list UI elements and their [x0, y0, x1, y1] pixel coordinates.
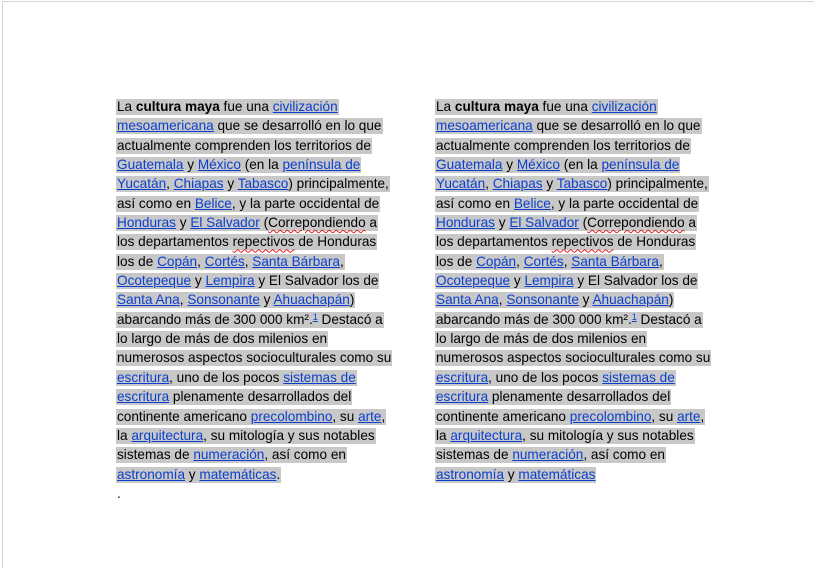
link-mesoamericana[interactable]: mesoamericana	[436, 118, 533, 134]
text-run: y	[259, 292, 274, 308]
text-run: , su	[651, 408, 678, 424]
text-run: y	[510, 273, 525, 289]
link-civilizacion[interactable]: civilización	[272, 99, 338, 114]
text-run: y	[223, 176, 238, 192]
link-el-salvador[interactable]: El Salvador	[509, 215, 579, 231]
link-numeracion[interactable]: numeración	[512, 447, 584, 463]
text-run: sistemas de	[117, 447, 194, 463]
text-run: así como en	[117, 195, 195, 211]
text-run: y	[185, 466, 200, 482]
text-run: )	[668, 292, 674, 308]
text-run: actualmente comprenden los territorios de	[436, 137, 690, 153]
link-sistemas-de-escritura[interactable]: escritura	[117, 389, 170, 405]
bold-term: cultura maya	[135, 99, 220, 114]
text-run: La	[436, 99, 455, 114]
link-guatemala[interactable]: Guatemala	[436, 157, 503, 173]
link-cortes[interactable]: Cortés	[204, 253, 245, 269]
text-run: ,	[563, 253, 572, 269]
text-run: plenamente desarrollados del	[488, 389, 671, 405]
text-run: los departamentos	[117, 234, 233, 250]
link-astronomia[interactable]: astronomía	[117, 466, 186, 482]
link-ocotepeque[interactable]: Ocotepeque	[436, 273, 511, 289]
text-run: fue una	[219, 99, 273, 114]
link-arte[interactable]: arte	[677, 408, 701, 424]
text-column-right[interactable]	[435, 97, 711, 484]
text-run: ,	[339, 253, 344, 269]
text-run: y	[494, 215, 510, 231]
link-ocotepeque[interactable]: Ocotepeque	[117, 273, 192, 289]
link-sonsonante[interactable]: Sonsonante	[506, 292, 579, 308]
text-run: así como en	[436, 195, 514, 211]
text-run: y	[504, 466, 519, 482]
link-copan[interactable]: Copán	[157, 253, 198, 269]
link-precolombino[interactable]: precolombino	[250, 408, 333, 424]
text-run: ,	[516, 253, 524, 269]
footnote-link[interactable]: 1	[631, 311, 637, 322]
text-run: , uno de los pocos	[488, 369, 603, 385]
text-run: a	[365, 215, 377, 231]
text-run: y	[542, 176, 557, 192]
text-run: (	[259, 215, 269, 231]
text-column-left[interactable]	[116, 97, 392, 503]
link-lempira[interactable]: Lempira	[205, 273, 255, 289]
link-santa-barbara[interactable]: Santa Bárbara	[252, 253, 340, 269]
link-ahuachapan[interactable]: Ahuachapán	[273, 292, 350, 308]
text-run: Destacó a	[636, 311, 702, 327]
text-run: , su mitología y sus notables	[522, 427, 694, 443]
text-run: fue una	[538, 99, 592, 114]
link-matematicas[interactable]: matemáticas	[518, 466, 596, 482]
link-mesoamericana[interactable]: mesoamericana	[117, 118, 214, 134]
link-santa-ana[interactable]: Santa Ana	[436, 292, 499, 308]
link-precolombino[interactable]: precolombino	[569, 408, 652, 424]
text-run: ,	[381, 408, 386, 424]
text-run: y	[183, 157, 198, 173]
link-el-salvador[interactable]: El Salvador	[190, 215, 260, 231]
text-run: (	[578, 215, 588, 231]
link-arquitectura[interactable]: arquitectura	[131, 427, 204, 443]
link-ahuachapan[interactable]: Ahuachapán	[592, 292, 669, 308]
link-peninsula-yucatan[interactable]: Yucatán	[436, 176, 486, 192]
link-copan[interactable]: Copán	[476, 253, 517, 269]
text-run: los departamentos	[436, 234, 552, 250]
text-run: y El Salvador los de	[573, 273, 698, 289]
link-astronomia[interactable]: astronomía	[436, 466, 505, 482]
text-run: ,	[244, 253, 253, 269]
link-santa-ana[interactable]: Santa Ana	[117, 292, 180, 308]
text-run: y El Salvador los de	[254, 273, 379, 289]
link-chiapas[interactable]: Chiapas	[173, 176, 224, 192]
text-run: lo largo de más de dos milenios en	[436, 331, 647, 347]
text-run: y	[191, 273, 206, 289]
link-sistemas-de-escritura[interactable]: sistemas de	[283, 369, 356, 385]
link-matematicas[interactable]: matemáticas	[199, 466, 277, 482]
text-run: continente americano	[436, 408, 570, 424]
link-sonsonante[interactable]: Sonsonante	[187, 292, 260, 308]
text-run: , su mitología y sus notables	[203, 427, 375, 443]
text-run: , y la parte occidental de	[231, 195, 380, 211]
link-honduras[interactable]: Honduras	[436, 215, 495, 231]
text-run: , así como en	[264, 447, 346, 463]
text-run: , su	[332, 408, 359, 424]
text-run: la	[436, 427, 451, 443]
text-run: , uno de los pocos	[169, 369, 284, 385]
paragraph-end-mark: .	[117, 485, 121, 501]
text-run: (en la	[559, 157, 602, 173]
text-run: que se desarrolló en lo que	[532, 118, 701, 134]
link-arquitectura[interactable]: arquitectura	[450, 427, 523, 443]
misspelled-word[interactable]: repectivos	[232, 234, 295, 250]
text-run: ) principalmente,	[288, 176, 389, 192]
link-mexico[interactable]: México	[516, 157, 560, 173]
text-run: numerosos aspectos socioculturales como su	[436, 350, 711, 366]
misspelled-word[interactable]: Correpondiendo	[587, 215, 685, 231]
text-run: numerosos aspectos socioculturales como su	[117, 350, 392, 366]
link-guatemala[interactable]: Guatemala	[117, 157, 184, 173]
text-run: ,	[197, 253, 205, 269]
text-run: y	[175, 215, 191, 231]
text-run: , y la parte occidental de	[550, 195, 699, 211]
link-sistemas-de-escritura[interactable]: sistemas de	[602, 369, 675, 385]
text-run: que se desarrolló en lo que	[213, 118, 382, 134]
link-belice[interactable]: Belice	[513, 195, 551, 211]
link-peninsula-yucatan[interactable]: península de	[282, 157, 361, 173]
text-run: abarcando más de 300 000 km².	[436, 311, 632, 327]
text-run: ) principalmente,	[607, 176, 708, 192]
link-honduras[interactable]: Honduras	[117, 215, 176, 231]
text-run: ,	[498, 292, 507, 308]
text-run: y	[578, 292, 593, 308]
text-run: .	[276, 466, 281, 482]
text-run: ,	[700, 408, 705, 424]
link-mexico[interactable]: México	[197, 157, 241, 173]
text-run: abarcando más de 300 000 km².	[117, 311, 313, 327]
footnote-link[interactable]: 1	[312, 311, 318, 322]
link-escritura[interactable]: escritura	[436, 369, 489, 385]
misspelled-word[interactable]: Correpondiendo	[268, 215, 366, 231]
link-cortes[interactable]: Cortés	[523, 253, 564, 269]
text-run: de Honduras	[613, 234, 696, 250]
text-run: a	[684, 215, 696, 231]
text-run: de Honduras	[294, 234, 377, 250]
text-run: ,	[485, 176, 493, 192]
text-run: los de	[436, 253, 477, 269]
text-run: y	[502, 157, 517, 173]
misspelled-word[interactable]: repectivos	[551, 234, 614, 250]
text-run: plenamente desarrollados del	[169, 389, 352, 405]
text-run: la	[117, 427, 132, 443]
text-run: , así como en	[583, 447, 665, 463]
text-run: (en la	[240, 157, 283, 173]
link-arte[interactable]: arte	[358, 408, 382, 424]
link-belice[interactable]: Belice	[194, 195, 232, 211]
text-run: )	[349, 292, 355, 308]
link-lempira[interactable]: Lempira	[524, 273, 574, 289]
link-tabasco[interactable]: Tabasco	[556, 176, 608, 192]
link-numeracion[interactable]: numeración	[193, 447, 265, 463]
link-civilizacion[interactable]: civilización	[591, 99, 657, 114]
text-run: lo largo de más de dos milenios en	[117, 331, 328, 347]
document-page	[2, 1, 814, 568]
link-peninsula-yucatan[interactable]: Yucatán	[117, 176, 167, 192]
link-peninsula-yucatan[interactable]: península de	[601, 157, 680, 173]
link-chiapas[interactable]: Chiapas	[492, 176, 543, 192]
link-sistemas-de-escritura[interactable]: escritura	[436, 389, 489, 405]
text-run: Destacó a	[317, 311, 383, 327]
link-santa-barbara[interactable]: Santa Bárbara	[571, 253, 659, 269]
text-run: los de	[117, 253, 158, 269]
text-run: sistemas de	[436, 447, 513, 463]
link-tabasco[interactable]: Tabasco	[237, 176, 289, 192]
text-run: continente americano	[117, 408, 251, 424]
text-run: ,	[179, 292, 188, 308]
link-escritura[interactable]: escritura	[117, 369, 170, 385]
text-run: ,	[166, 176, 174, 192]
text-run: La	[117, 99, 136, 114]
text-run: actualmente comprenden los territorios de	[117, 137, 371, 153]
text-run: ,	[658, 253, 663, 269]
bold-term: cultura maya	[454, 99, 539, 114]
